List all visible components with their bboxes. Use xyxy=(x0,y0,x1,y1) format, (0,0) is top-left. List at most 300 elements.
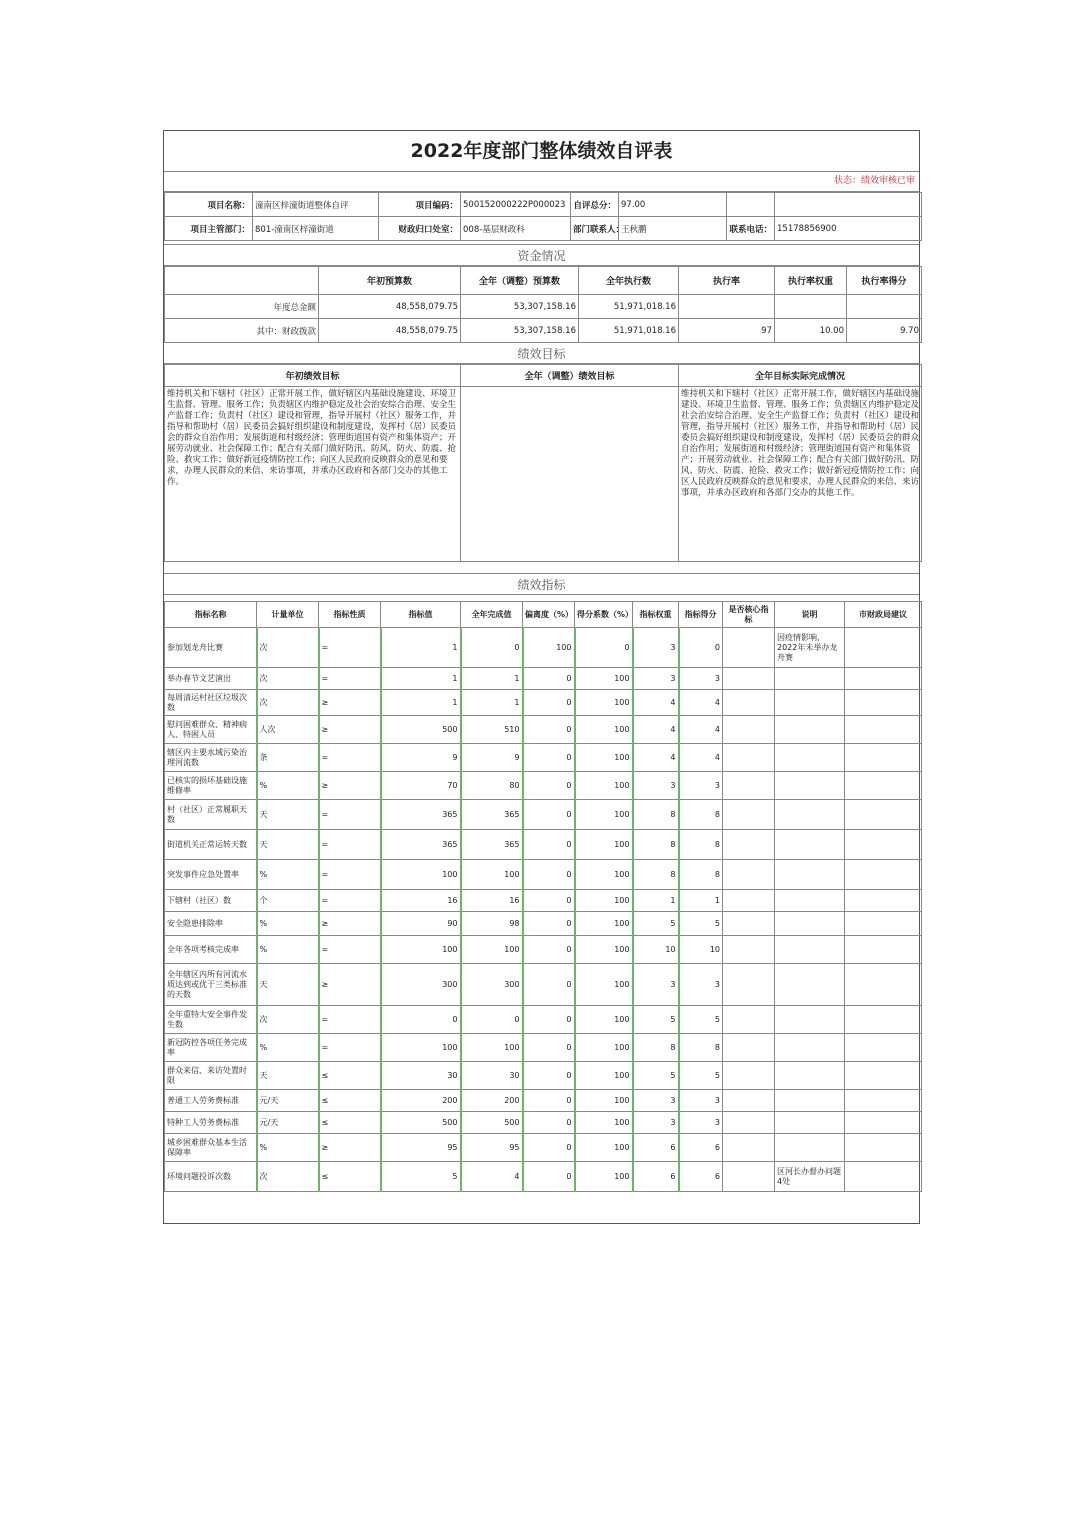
indicator-cell: 0 xyxy=(523,668,575,690)
indicator-cell xyxy=(723,1134,775,1162)
table-row xyxy=(165,1090,922,1112)
indicator-cell: 100 xyxy=(575,912,633,936)
indicator-header-8: 指标得分 xyxy=(679,602,723,628)
indicator-cell: 100 xyxy=(575,1112,633,1134)
table-row xyxy=(165,1134,922,1162)
indicator-cell: 全年重特大安全事件发生数 xyxy=(165,1006,257,1034)
table-row xyxy=(165,668,922,690)
indicator-cell: 30 xyxy=(381,1062,461,1090)
indicator-cell: 环境问题投诉次数 xyxy=(165,1162,257,1192)
indicator-cell: 100 xyxy=(575,1062,633,1090)
indicator-cell xyxy=(723,936,775,964)
funds-cell: 51,971,018.16 xyxy=(579,319,679,343)
goal-adjusted-header: 全年（调整）绩效目标 xyxy=(461,365,679,387)
indicator-header-6: 得分系数（%） xyxy=(575,602,633,628)
indicator-cell: 100 xyxy=(575,1034,633,1062)
indicator-cell: 8 xyxy=(679,830,723,860)
funds-header-4: 执行率权重 xyxy=(775,267,847,295)
indicator-cell: 1 xyxy=(381,668,461,690)
score-value: 97.00 xyxy=(619,193,727,217)
indicator-cell xyxy=(845,890,922,912)
indicator-cell: ≥ xyxy=(319,772,381,800)
indicator-cell: 4 xyxy=(633,690,679,716)
funds-section-title: 资金情况 xyxy=(164,244,919,266)
indicator-cell: 100 xyxy=(575,1134,633,1162)
indicator-cell: 每周清运村社区垃圾次数 xyxy=(165,690,257,716)
indicator-cell: 300 xyxy=(381,964,461,1006)
indicator-cell xyxy=(845,1006,922,1034)
indicator-cell xyxy=(775,772,845,800)
indicator-cell xyxy=(723,1162,775,1192)
indicator-cell xyxy=(845,628,922,668)
indicator-cell: 0 xyxy=(523,1006,575,1034)
indicator-cell: ≥ xyxy=(319,716,381,744)
indicator-cell: 0 xyxy=(523,800,575,830)
indicator-cell: 天 xyxy=(257,964,319,1006)
indicator-cell: 100 xyxy=(575,668,633,690)
indicator-cell: 举办春节文艺演出 xyxy=(165,668,257,690)
indicator-cell: 0 xyxy=(523,690,575,716)
indicator-cell: 0 xyxy=(679,628,723,668)
indicator-cell xyxy=(845,860,922,890)
indicator-cell: 0 xyxy=(523,744,575,772)
funds-cell: 53,307,158.16 xyxy=(461,295,579,319)
indicator-cell xyxy=(723,668,775,690)
indicator-cell: 0 xyxy=(523,1134,575,1162)
indicator-cell: 次 xyxy=(257,1006,319,1034)
table-row xyxy=(165,1062,922,1090)
indicator-header-10: 说明 xyxy=(775,602,845,628)
indicator-cell: % xyxy=(257,936,319,964)
table-row xyxy=(165,1034,922,1062)
indicator-cell: 8 xyxy=(633,800,679,830)
indicator-cell xyxy=(845,912,922,936)
table-row xyxy=(165,772,922,800)
funds-row-label: 其中：财政拨款 xyxy=(165,319,319,343)
indicator-cell xyxy=(845,1090,922,1112)
goal-actual-text: 维持机关和下辖村（社区）正常开展工作，做好辖区内基础设施建设、环境卫生监督、管理、服务工作；负责辖区内维护稳定及社会治安综合治理、安全生产监督工作；负责村（社区）建设和管理，指导开展村（社区）服务工作，并指导和帮助村（居）民委员会搞好组织建设和制度建设，发挥村（居）民委员会的群众自治作用；发展街道和村级经济；管理街道国有资产和集体资产；开展劳动就业、社会保障工作；配合有关部门做好防汛、防风、防火、防震、抢险、救灾工作；做好新冠疫情防控工作；向区人民政府反映群众的意见和要求，办理人民群众的来信、来访事项，并承办区政府和各部门交办的其他工作。 xyxy=(679,387,922,562)
indicator-cell xyxy=(775,1090,845,1112)
indicator-cell xyxy=(845,1112,922,1134)
indicator-cell xyxy=(723,860,775,890)
indicator-cell: 100 xyxy=(575,690,633,716)
indicator-cell: 天 xyxy=(257,830,319,860)
goal-adjusted-text xyxy=(461,387,679,562)
goals-section-title: 绩效目标 xyxy=(164,342,919,364)
indicator-cell: 100 xyxy=(575,1090,633,1112)
indicator-cell: 5 xyxy=(679,1006,723,1034)
indicators-table xyxy=(164,601,922,1192)
indicator-cell: 3 xyxy=(633,772,679,800)
indicator-cell: 16 xyxy=(381,890,461,912)
indicator-cell: 0 xyxy=(523,912,575,936)
table-row xyxy=(165,1006,922,1034)
indicator-cell: = xyxy=(319,890,381,912)
indicator-cell xyxy=(723,1090,775,1112)
indicator-cell: 安全隐患排除率 xyxy=(165,912,257,936)
indicator-cell xyxy=(845,1134,922,1162)
indicator-header-9: 是否核心指标 xyxy=(723,602,775,628)
funds-cell: 51,971,018.16 xyxy=(579,295,679,319)
indicator-cell: 1 xyxy=(461,690,523,716)
indicator-cell: 500 xyxy=(461,1112,523,1134)
phone-label: 联系电话： xyxy=(727,217,775,241)
indicator-cell: 4 xyxy=(633,716,679,744)
indicator-cell: 特种工人劳务费标准 xyxy=(165,1112,257,1134)
indicator-cell: 80 xyxy=(461,772,523,800)
table-row xyxy=(165,1162,922,1192)
funds-table xyxy=(164,266,922,343)
indicator-cell: 0 xyxy=(523,964,575,1006)
indicator-cell xyxy=(723,628,775,668)
indicator-cell: 100 xyxy=(523,628,575,668)
indicators-section-title: 绩效指标 xyxy=(164,573,919,595)
indicator-cell xyxy=(845,772,922,800)
indicator-cell: 辖区内主要水域污染治理河流数 xyxy=(165,744,257,772)
indicator-cell xyxy=(775,830,845,860)
indicator-cell: = xyxy=(319,936,381,964)
indicator-cell: 0 xyxy=(523,1112,575,1134)
funds-header-1: 全年（调整）预算数 xyxy=(461,267,579,295)
indicator-cell: = xyxy=(319,744,381,772)
indicator-cell: 5 xyxy=(381,1162,461,1192)
funds-cell: 48,558,079.75 xyxy=(319,319,461,343)
indicator-cell: 0 xyxy=(523,1034,575,1062)
indicator-cell: 8 xyxy=(679,860,723,890)
indicator-cell: 500 xyxy=(381,716,461,744)
indicator-cell: 300 xyxy=(461,964,523,1006)
indicator-cell: 100 xyxy=(461,1034,523,1062)
indicator-cell: 次 xyxy=(257,1162,319,1192)
indicator-cell: 6 xyxy=(633,1134,679,1162)
table-row xyxy=(165,830,922,860)
indicator-cell: 95 xyxy=(461,1134,523,1162)
indicator-cell: 4 xyxy=(679,690,723,716)
indicator-cell xyxy=(845,668,922,690)
indicator-cell: 5 xyxy=(679,1062,723,1090)
indicator-cell xyxy=(723,1006,775,1034)
indicator-cell: 0 xyxy=(523,936,575,964)
indicator-cell: 0 xyxy=(523,716,575,744)
indicator-cell: 16 xyxy=(461,890,523,912)
table-row xyxy=(165,628,922,668)
project-name-value: 潼南区梓潼街道整体自评 xyxy=(253,193,379,217)
indicator-header-7: 指标权重 xyxy=(633,602,679,628)
indicator-cell: = xyxy=(319,628,381,668)
goal-actual-header: 全年目标实际完成情况 xyxy=(679,365,922,387)
indicator-cell xyxy=(723,772,775,800)
indicator-cell xyxy=(775,890,845,912)
finance-value: 008-基层财政科 xyxy=(461,217,571,241)
indicator-cell: 95 xyxy=(381,1134,461,1162)
indicator-cell: 3 xyxy=(679,668,723,690)
indicator-cell: 5 xyxy=(633,1006,679,1034)
table-row xyxy=(165,690,922,716)
indicator-cell: 8 xyxy=(633,1034,679,1062)
indicator-cell: 100 xyxy=(461,860,523,890)
funds-header-2: 全年执行数 xyxy=(579,267,679,295)
indicator-cell: ≥ xyxy=(319,912,381,936)
project-name-label: 项目名称： xyxy=(165,193,253,217)
indicator-header-11: 市财政局建议 xyxy=(845,602,922,628)
indicator-cell: 365 xyxy=(381,830,461,860)
indicator-cell: 510 xyxy=(461,716,523,744)
indicator-cell: ≤ xyxy=(319,1162,381,1192)
goal-initial-header: 年初绩效目标 xyxy=(165,365,461,387)
indicator-cell: 次 xyxy=(257,690,319,716)
indicator-cell xyxy=(845,964,922,1006)
indicator-cell: 区河长办督办问题4处 xyxy=(775,1162,845,1192)
indicator-cell: ≥ xyxy=(319,690,381,716)
indicator-cell: 100 xyxy=(575,1006,633,1034)
indicator-cell: 3 xyxy=(633,628,679,668)
indicator-cell: 4 xyxy=(461,1162,523,1192)
dept-label: 项目主管部门： xyxy=(165,217,253,241)
indicator-cell xyxy=(775,912,845,936)
indicator-cell: 城乡困难群众基本生活保障率 xyxy=(165,1134,257,1162)
indicator-cell: 参加划龙舟比赛 xyxy=(165,628,257,668)
indicator-cell: 100 xyxy=(381,1034,461,1062)
indicator-cell: = xyxy=(319,860,381,890)
indicator-cell: 100 xyxy=(575,1162,633,1192)
indicator-cell: 3 xyxy=(679,964,723,1006)
indicator-cell: 0 xyxy=(523,890,575,912)
indicator-header-5: 偏离度（%） xyxy=(523,602,575,628)
indicator-cell: 5 xyxy=(679,912,723,936)
goal-initial-text: 维持机关和下辖村（社区）正常开展工作，做好辖区内基础设施建设、环境卫生监督、管理、服务工作；负责辖区内维护稳定及社会治安综合治理、安全生产监督工作；负责村（社区）建设和管理，指导开展村（社区）服务工作，并指导和帮助村（居）民委员会搞好组织建设和制度建设，发挥村（居）民委员会的群众自治作用；发展街道和村级经济；管理街道国有资产和集体资产；开展劳动就业、社会保障工作；配合有关部门做好防汛、防风、防火、防震、抢险、救灾工作；做好新冠疫情防控工作；向区人民政府反映群众的意见和要求，办理人民群众的来信、来访事项，并承办区政府和各部门交办的其他工作。 xyxy=(165,387,461,562)
project-info-table xyxy=(164,192,922,241)
indicator-cell: 1 xyxy=(461,668,523,690)
indicator-cell: 街道机关正常运转天数 xyxy=(165,830,257,860)
indicator-cell: 70 xyxy=(381,772,461,800)
indicator-header-2: 指标性质 xyxy=(319,602,381,628)
indicator-cell xyxy=(775,1134,845,1162)
indicator-cell xyxy=(775,690,845,716)
indicator-cell: 365 xyxy=(461,800,523,830)
indicator-cell xyxy=(723,716,775,744)
indicator-cell: 3 xyxy=(679,1112,723,1134)
indicator-cell: 9 xyxy=(381,744,461,772)
indicator-cell: = xyxy=(319,668,381,690)
indicator-cell: 3 xyxy=(633,964,679,1006)
indicator-cell: 0 xyxy=(461,1006,523,1034)
funds-cell: 10.00 xyxy=(775,319,847,343)
indicator-cell: 100 xyxy=(461,936,523,964)
table-row xyxy=(165,912,922,936)
phone-value: 15178856900 xyxy=(775,217,922,241)
indicator-cell xyxy=(723,964,775,1006)
indicator-cell: 村（社区）正常履职天数 xyxy=(165,800,257,830)
indicator-cell: 元/天 xyxy=(257,1090,319,1112)
indicator-cell: 群众来信、来访处置时限 xyxy=(165,1062,257,1090)
indicator-cell: 3 xyxy=(633,1090,679,1112)
indicator-cell: 次 xyxy=(257,628,319,668)
funds-header-5: 执行率得分 xyxy=(847,267,922,295)
indicator-cell: ≤ xyxy=(319,1062,381,1090)
page-title: 2022年度部门整体绩效自评表 xyxy=(164,131,919,172)
indicator-cell xyxy=(723,744,775,772)
indicator-cell: 因疫情影响，2022年未举办龙舟赛 xyxy=(775,628,845,668)
indicator-cell: 5 xyxy=(633,912,679,936)
finance-label: 财政归口处室： xyxy=(379,217,461,241)
indicator-cell: 1 xyxy=(381,690,461,716)
indicator-cell: 次 xyxy=(257,668,319,690)
indicator-cell: % xyxy=(257,1134,319,1162)
indicator-cell: 天 xyxy=(257,1062,319,1090)
indicator-cell: 200 xyxy=(461,1090,523,1112)
indicator-cell: 元/天 xyxy=(257,1112,319,1134)
status-badge: 状态：绩效审核已审 xyxy=(164,171,919,192)
indicator-cell: 8 xyxy=(679,800,723,830)
indicator-cell: 6 xyxy=(679,1162,723,1192)
indicator-cell: 100 xyxy=(575,800,633,830)
funds-cell xyxy=(775,295,847,319)
indicator-cell: 4 xyxy=(679,716,723,744)
indicator-cell: 4 xyxy=(633,744,679,772)
indicator-cell xyxy=(723,690,775,716)
indicator-header-3: 指标值 xyxy=(381,602,461,628)
table-row xyxy=(165,1112,922,1134)
table-row xyxy=(165,716,922,744)
indicator-cell: 100 xyxy=(575,890,633,912)
indicator-cell: ≤ xyxy=(319,1090,381,1112)
indicator-cell: 0 xyxy=(523,772,575,800)
funds-header-0: 年初预算数 xyxy=(319,267,461,295)
indicator-cell: 3 xyxy=(679,1090,723,1112)
indicator-cell: 500 xyxy=(381,1112,461,1134)
indicator-cell: 10 xyxy=(679,936,723,964)
indicator-cell: 1 xyxy=(381,628,461,668)
funds-cell: 48,558,079.75 xyxy=(319,295,461,319)
project-code-label: 项目编码： xyxy=(379,193,461,217)
indicator-cell: 8 xyxy=(633,830,679,860)
indicator-cell: 普通工人劳务费标准 xyxy=(165,1090,257,1112)
indicator-cell: 8 xyxy=(633,860,679,890)
indicator-cell: 100 xyxy=(575,936,633,964)
indicator-cell xyxy=(775,1006,845,1034)
indicator-cell: 慰问困难群众、精神病人、特困人员 xyxy=(165,716,257,744)
indicator-cell: 100 xyxy=(575,744,633,772)
indicator-cell: 3 xyxy=(633,1112,679,1134)
funds-cell: 97 xyxy=(679,319,775,343)
indicator-cell xyxy=(845,1062,922,1090)
dept-value: 801-潼南区梓潼街道 xyxy=(253,217,379,241)
indicator-cell xyxy=(775,964,845,1006)
indicator-cell: 0 xyxy=(523,860,575,890)
indicator-cell xyxy=(775,716,845,744)
indicator-cell: 全年各项考核完成率 xyxy=(165,936,257,964)
table-row xyxy=(165,860,922,890)
indicator-header-0: 指标名称 xyxy=(165,602,257,628)
indicator-cell: 100 xyxy=(575,772,633,800)
indicator-cell: % xyxy=(257,772,319,800)
indicator-cell: 3 xyxy=(633,668,679,690)
contact-label: 部门联系人： xyxy=(571,217,619,241)
funds-cell: 53,307,158.16 xyxy=(461,319,579,343)
funds-header-3: 执行率 xyxy=(679,267,775,295)
indicator-cell: = xyxy=(319,1006,381,1034)
score-label: 自评总分： xyxy=(571,193,619,217)
indicator-cell: 0 xyxy=(461,628,523,668)
indicator-cell xyxy=(775,668,845,690)
indicator-cell: 365 xyxy=(381,800,461,830)
indicator-cell: 人次 xyxy=(257,716,319,744)
indicator-cell: 200 xyxy=(381,1090,461,1112)
indicator-cell: 8 xyxy=(679,1034,723,1062)
indicator-cell: 条 xyxy=(257,744,319,772)
indicator-cell xyxy=(775,860,845,890)
indicator-cell xyxy=(775,936,845,964)
indicator-cell: 0 xyxy=(523,1162,575,1192)
indicator-header-4: 全年完成值 xyxy=(461,602,523,628)
indicator-cell: 1 xyxy=(679,890,723,912)
goals-table xyxy=(164,364,922,562)
indicator-cell: % xyxy=(257,1034,319,1062)
indicator-cell: 5 xyxy=(633,1062,679,1090)
table-row xyxy=(165,936,922,964)
indicator-cell: ≥ xyxy=(319,1134,381,1162)
indicator-cell: 天 xyxy=(257,800,319,830)
indicator-cell xyxy=(845,744,922,772)
indicator-cell: 已核实的损坏基础设施维修率 xyxy=(165,772,257,800)
indicator-cell xyxy=(723,912,775,936)
indicator-cell xyxy=(775,1112,845,1134)
indicator-cell: 0 xyxy=(381,1006,461,1034)
indicator-cell xyxy=(775,744,845,772)
indicator-cell: 98 xyxy=(461,912,523,936)
indicator-cell: 1 xyxy=(633,890,679,912)
funds-cell: 9.70 xyxy=(847,319,922,343)
indicator-cell xyxy=(845,1034,922,1062)
indicator-header-1: 计量单位 xyxy=(257,602,319,628)
table-row xyxy=(165,890,922,912)
indicator-cell: 0 xyxy=(523,1090,575,1112)
indicator-cell: 6 xyxy=(633,1162,679,1192)
funds-cell xyxy=(679,295,775,319)
indicator-cell: % xyxy=(257,860,319,890)
indicator-cell: 下辖村（社区）数 xyxy=(165,890,257,912)
funds-cell xyxy=(847,295,922,319)
indicator-cell xyxy=(845,716,922,744)
indicator-cell: = xyxy=(319,830,381,860)
indicator-cell: 突发事件应急处置率 xyxy=(165,860,257,890)
indicator-cell xyxy=(845,830,922,860)
indicator-cell: 365 xyxy=(461,830,523,860)
indicator-cell: 30 xyxy=(461,1062,523,1090)
indicator-cell: 9 xyxy=(461,744,523,772)
indicator-cell: 0 xyxy=(575,628,633,668)
indicator-cell xyxy=(845,690,922,716)
indicator-cell xyxy=(775,1034,845,1062)
indicator-cell xyxy=(845,936,922,964)
indicator-cell: 100 xyxy=(575,860,633,890)
indicator-cell xyxy=(775,800,845,830)
indicator-cell xyxy=(723,890,775,912)
indicator-cell: 3 xyxy=(679,772,723,800)
indicator-cell: 10 xyxy=(633,936,679,964)
indicator-cell xyxy=(723,1062,775,1090)
indicator-cell: ≤ xyxy=(319,1112,381,1134)
indicator-cell xyxy=(845,1162,922,1192)
contact-value: 王秋鹏 xyxy=(619,217,727,241)
indicator-cell: % xyxy=(257,912,319,936)
table-row xyxy=(165,964,922,1006)
indicator-cell xyxy=(723,800,775,830)
indicator-cell xyxy=(845,800,922,830)
indicator-cell: 90 xyxy=(381,912,461,936)
table-row xyxy=(165,744,922,772)
indicator-cell: 0 xyxy=(523,1062,575,1090)
